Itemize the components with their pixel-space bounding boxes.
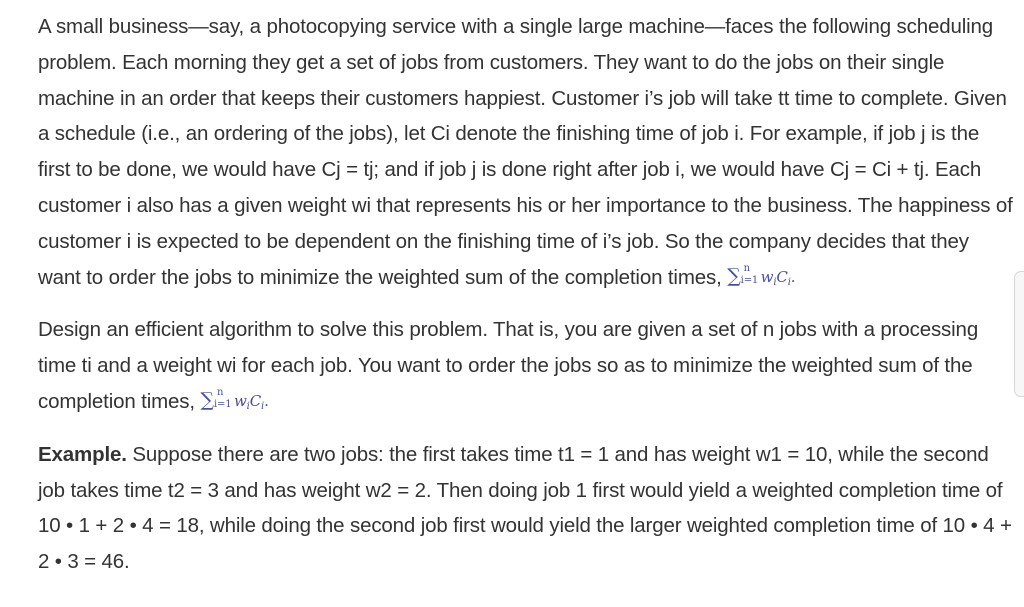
problem-statement [38,9,1014,580]
sum-upper-limit: n [743,262,750,274]
completion-index: i [787,276,791,288]
sum-lower-limit: i=1 [213,398,232,410]
paragraph-problem-text: A small business—say, a photocopying service with a single large machine—faces the following scheduling problem. Each morning they get a set of jobs from customers. They want to do the jobs on their single machine in an order that keeps their customers happiest. Customer i’s job will take tt time to complete. Given a schedule (i.e., an ordering of the jobs), let Ci denote the finishing time of job i. For example, if job j is the first to be done, we would have Cj = tj; and if job j is done right after job i, we would have Cj = Ci + tj. Each customer i also has a given weight wi that represents his or her importance to the business. The happiness of customer i is expected to be dependent on the finishing time of i’s job. So the company decides that they want to order the jobs to minimize the weighted sum of the completion times, [38,15,1013,289]
sigma-symbol: ∑ [200,388,214,411]
formula-period: . [790,267,796,286]
completion-variable: C [776,267,788,286]
paragraph-design-text: Design an efficient algorithm to solve this problem. That is, you are given a set of n jobs with a processing time ti and a weight wi for each job. You want to order the jobs so as to minimize the weighted sum of the completion times, [38,318,979,413]
weight-index: i [246,400,250,412]
weighted-sum-formula-2 [200,386,269,412]
formula-period: . [264,391,269,410]
paragraph-design [38,312,1014,426]
paragraph-example [38,437,1014,580]
sum-lower-limit: i=1 [740,274,759,286]
example-label: Example. [38,442,127,466]
example-text: Suppose there are two jobs: the first takes time t1 = 1 and has weight w1 = 10, while the second job takes time t2 = 3 and has weight w2 = 2. Then doing job 1 first would yield a weighted completion time of 10 • 1 + 2 • 4 = 18, while doing the second job first would yield the larger weighted completion time of 10 • 4 + 2 • 3 = 46. [38,442,1012,574]
sigma-symbol: ∑ [727,264,741,287]
completion-variable: C [249,391,262,410]
weight-variable: w [233,391,247,410]
weight-variable: w [760,267,774,286]
weighted-sum-formula [727,262,796,288]
weight-index: i [773,276,777,288]
completion-index: i [261,400,265,412]
sum-upper-limit: n [216,386,224,398]
paragraph-problem [38,9,1014,302]
scrollbar-thumb[interactable] [1014,271,1024,397]
